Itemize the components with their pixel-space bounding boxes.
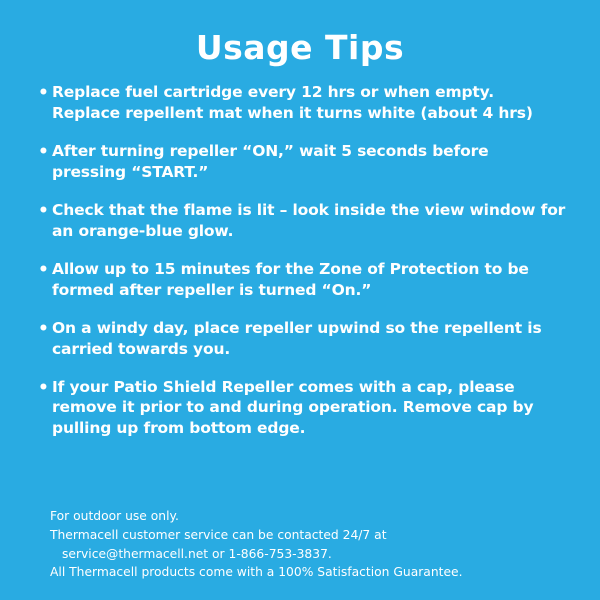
tip-text: Check that the flame is lit – look inside the view window for an orange-blue glow. bbox=[52, 200, 566, 240]
list-item bbox=[38, 200, 566, 242]
list-item bbox=[38, 318, 566, 360]
bullet-icon: • bbox=[38, 200, 49, 221]
bullet-icon: • bbox=[38, 142, 49, 163]
list-item bbox=[38, 377, 566, 440]
footer-line-customer-service: Thermacell customer service can be contacted 24/7 at bbox=[50, 527, 387, 542]
tip-text: After turning repeller “ON,” wait 5 seconds before pressing “START.” bbox=[52, 142, 489, 182]
tips-list bbox=[30, 82, 570, 456]
footer-line-guarantee: All Thermacell products come with a 100% Satisfaction Guarantee. bbox=[50, 565, 463, 580]
bullet-icon: • bbox=[38, 259, 49, 280]
bullet-icon: • bbox=[38, 83, 49, 104]
tip-text: Replace fuel cartridge every 12 hrs or when empty. Replace repellent mat when it turns white (about 4 hrs) bbox=[52, 83, 533, 123]
footer-notes bbox=[30, 507, 570, 590]
list-item bbox=[38, 141, 566, 183]
bullet-icon: • bbox=[38, 377, 49, 398]
footer-line-contact: service@thermacell.net or 1-866-753-3837. bbox=[62, 546, 332, 561]
tip-text: Allow up to 15 minutes for the Zone of Protection to be formed after repeller is turned “On.” bbox=[52, 259, 529, 299]
tip-text: On a windy day, place repeller upwind so the repellent is carried towards you. bbox=[52, 318, 542, 358]
bullet-icon: • bbox=[38, 318, 49, 339]
list-item bbox=[38, 259, 566, 301]
page-title: Usage Tips bbox=[195, 28, 405, 67]
tip-text: If your Patio Shield Repeller comes with a cap, please remove it prior to and during operation. Remove cap by pulling up from bottom edge. bbox=[52, 377, 534, 438]
list-item bbox=[38, 82, 566, 124]
footer-line-outdoor-use: For outdoor use only. bbox=[50, 509, 179, 524]
